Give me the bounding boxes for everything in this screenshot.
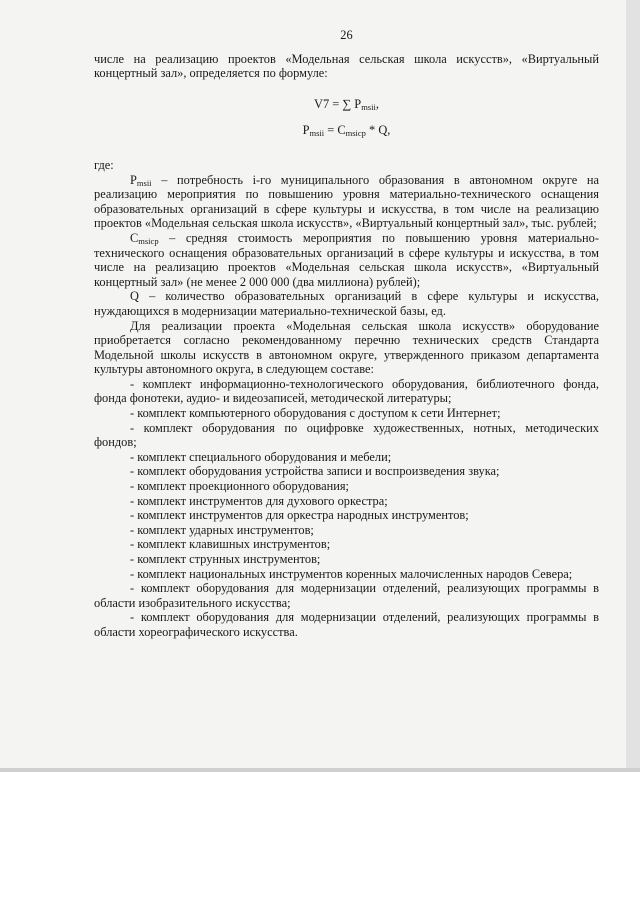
definition-p-sub: msii xyxy=(136,177,152,188)
list-item: - комплект компьютерного оборудования с доступом к сети Интернет; xyxy=(130,406,501,421)
formula-c-sub: msicp xyxy=(345,128,366,139)
list-item: - комплект национальных инструментов коренных малочисленных народов Севера; xyxy=(130,566,573,581)
page-number: 26 xyxy=(340,28,353,42)
definition-p-symbol: P xyxy=(130,172,137,187)
definition-c xyxy=(94,231,599,289)
formula-tail: * Q, xyxy=(365,123,391,138)
list-item: - комплект клавишных инструментов; xyxy=(130,537,331,552)
formula-eq: = C xyxy=(324,123,346,138)
list-item: - комплект оборудования для модернизации отделений, реализующих программы в области изобразительного искусства; xyxy=(94,581,599,610)
list-item: - комплект специального оборудования и мебели; xyxy=(130,449,392,464)
definition-p xyxy=(94,173,599,231)
where-label: где: xyxy=(94,157,114,172)
definition-c-text: – средняя стоимость мероприятия по повышению уровня материально-технического оснащения образовательных организаций в сфере культуры и искусства, в том числе на реализацию проектов «Модельная сельская школа искусств», «Виртуальный концертный зал» (не менее 2 000 000 (два миллиона) рублей); xyxy=(94,230,599,289)
formula-v7-sub: msii xyxy=(361,101,376,112)
list-item: - комплект ударных инструментов; xyxy=(130,522,314,537)
list-item: - комплект информационно-технологического оборудования, библиотечного фонда, фонда фонотеки, аудио- и видеозаписей, методической литературы; xyxy=(94,376,599,406)
formula-p-symbol: P xyxy=(302,123,310,138)
definition-c-sub: msicp xyxy=(138,235,159,246)
formula-p-sub: msii xyxy=(309,128,325,139)
definition-c-symbol: C xyxy=(130,230,139,245)
formula-v7 xyxy=(94,97,599,112)
list-item: - комплект инструментов для духового оркестра; xyxy=(130,493,388,508)
list-item: - комплект оборудования для модернизации отделений, реализующих программы в области хореографического искусства. xyxy=(94,610,599,639)
formula-pmsii xyxy=(94,123,599,138)
formula-v7-rhs: , xyxy=(375,96,379,111)
list-item: - комплект инструментов для оркестра народных инструментов; xyxy=(130,508,469,523)
list-item: - комплект оборудования по оцифровке художественных, нотных, методических фондов; xyxy=(94,420,599,450)
list-item: - комплект проекционного оборудования; xyxy=(130,479,350,494)
intro-paragraph: числе на реализацию проектов «Модельная сельская школа искусств», «Виртуальный концертный зал», определяется по формуле: xyxy=(94,51,599,81)
document-body xyxy=(94,28,599,640)
formula-v7-lhs: V7 = ∑ P xyxy=(314,96,362,111)
list-item: - комплект оборудования устройства записи и воспроизведения звука; xyxy=(130,464,500,479)
list-item: - комплект струнных инструментов; xyxy=(130,552,321,566)
main-paragraph: Для реализации проекта «Модельная сельская школа искусств» оборудование приобретается согласно рекомендованному перечню технических средств Стандарта Модельной школы искусств в автономном округе, утвержденного приказом департамента культуры автономного округа, в следующем составе: xyxy=(94,318,599,377)
definition-p-text: – потребность i-го муниципального образования в автономном округе на реализацию мероприятия по повышению уровня материально-технического оснащения образовательных организаций в сфере культуры и искусства, в том числе на реализацию проектов «Модельная сельская школа искусств», «Виртуальный концертный зал», тыс. рублей; xyxy=(94,172,599,231)
definition-q: Q – количество образовательных организаций в сфере культуры и искусства, нуждающихся в модернизации материально-технической базы, ед. xyxy=(94,289,599,318)
